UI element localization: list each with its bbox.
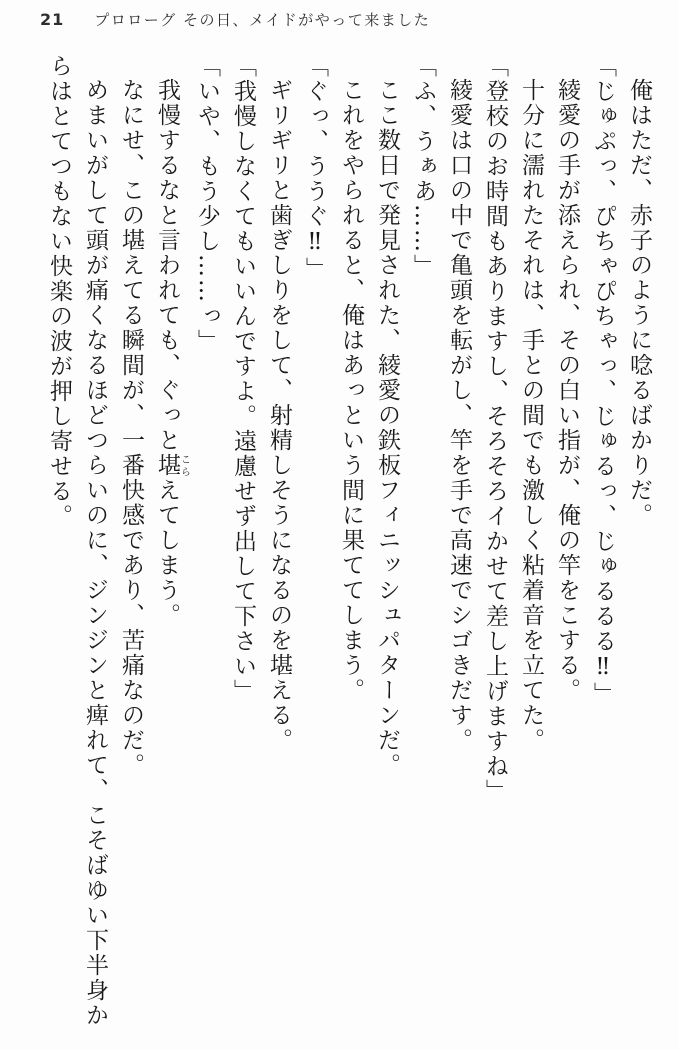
page-header [40,9,430,30]
furigana-reading: こら [178,453,190,478]
paragraph: ギリギリと歯ぎしりをして、射精しそうになるのを堪える。 [266,78,292,753]
paragraph: めまいがして頭が痛くなるほどつらいのに、ジンジンと痺れて、こそばゆい下半身からはとてつもない快楽の波が押し寄せる。 [46,54,108,1028]
paragraph-dialogue: 「登校のお時間もありますし、そろそろイかせて差し上げますね」 [482,54,508,804]
furigana-base: 堪 [154,453,180,478]
paragraph: 俺はただ、赤子のように唸るばかりだ。 [626,78,652,528]
paragraph-dialogue: 「我慢しなくてもいいんですよ。遠慮せず出して下さい」 [230,54,256,704]
paragraph: ここ数日で発見された、綾愛の鉄板フィニッシュパターンだ。 [374,78,400,778]
paragraph-text: えてしまう。 [154,478,180,628]
paragraph-dialogue: 「ぐっ、ううぐ‼」 [302,54,328,282]
paragraph: 十分に濡れたそれは、手との間でも激しく粘着音を立てた。 [518,78,544,753]
paragraph-dialogue: 「いや、もう少し……っ」 [194,54,220,354]
paragraph: これをやられると、俺はあっという間に果ててしまう。 [338,78,364,703]
paragraph-with-furigana [149,54,189,1038]
paragraph: 綾愛は口の中で亀頭を転がし、竿を手で高速でシゴきだす。 [446,78,472,753]
paragraph-dialogue: 「じゅぷっ、ぴちゃぴちゃっ、じゅるっ、じゅるるる‼」 [590,54,616,707]
vertical-text-body [41,54,657,1038]
paragraph-dialogue: 「ふ、うぁあ……」 [410,54,436,279]
page-number: 21 [40,10,65,29]
chapter-title: プロローグ その日、メイドがやって来ました [94,11,431,29]
paragraph: 綾愛の手が添えられ、その白い指が、俺の竿をこする。 [554,78,580,703]
paragraph: なにせ、この堪えてる瞬間が、一番快感であり、苦痛なのだ。 [118,78,144,778]
furigana-ruby [154,453,190,478]
paragraph-text: 我慢するなと言われても、ぐっと [154,78,180,453]
